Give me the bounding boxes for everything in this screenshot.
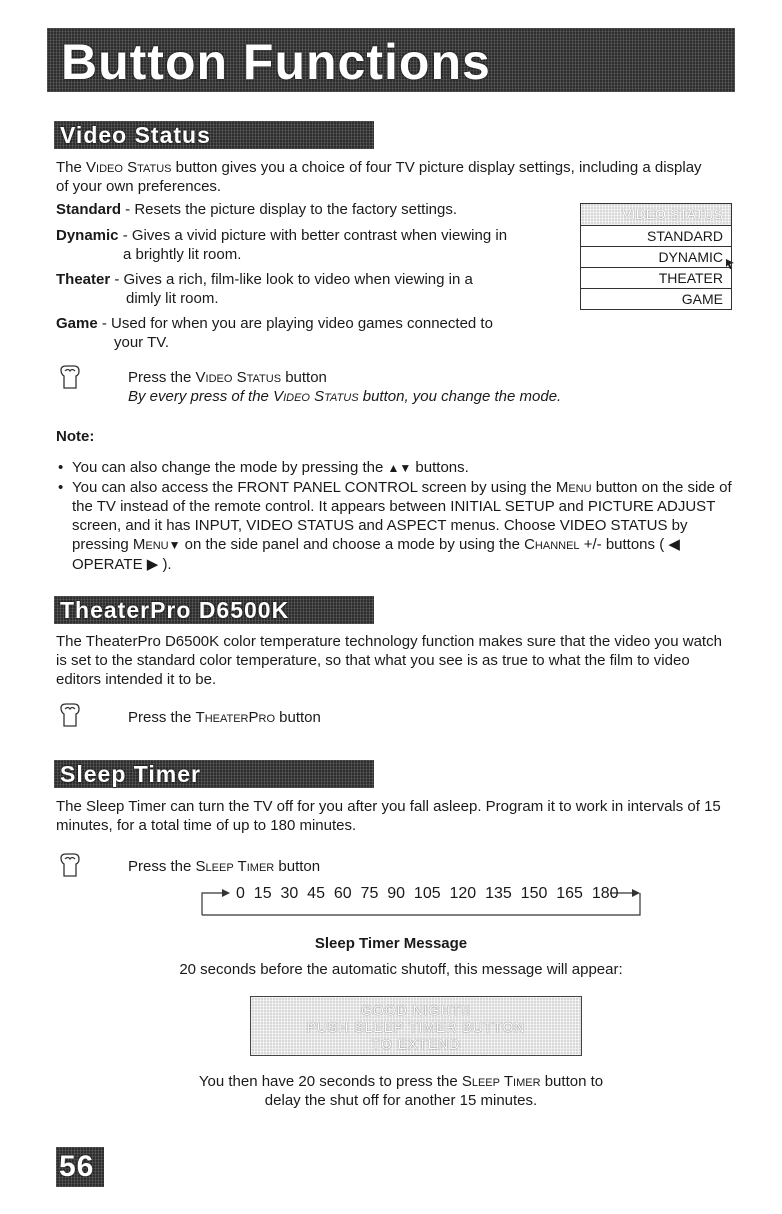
video-status-press-note <box>128 387 728 406</box>
mode-desc-cont: your TV. <box>114 334 170 351</box>
remote-hand-icon <box>58 852 82 878</box>
sleep-timer-message-heading: Sleep Timer Message <box>314 935 468 952</box>
text: on the side panel and choose a mode by using the <box>180 536 525 553</box>
menu-item-dynamic: DYNAMIC <box>581 246 731 267</box>
message-line: PUSH SLEEP TIMER BUTTON <box>306 1019 526 1035</box>
section-heading-text: TheaterPro D6500K <box>60 597 290 623</box>
section-heading-sleep-timer <box>54 760 374 788</box>
button-name: Menu <box>132 536 169 553</box>
menu-item-game: GAME <box>581 288 731 309</box>
video-status-intro <box>56 158 716 196</box>
mode-desc-cont: a brightly lit room. <box>123 246 242 263</box>
text: button <box>274 858 321 875</box>
message-line: GOOD NIGHT!! <box>361 1002 471 1018</box>
sleep-timer-body: The Sleep Timer can turn the TV off for you after you fall asleep. Program it to work in intervals of 15 minutes, for a total time of up to 180 minutes. <box>56 798 721 834</box>
good-night-message-box <box>250 996 582 1056</box>
section-heading-text: Sleep Timer <box>60 761 201 787</box>
down-arrow-icon: ▼ <box>168 538 181 552</box>
mode-theater <box>56 270 536 308</box>
text: button gives you a choice of four TV picture display settings, including a display of your own preferences. <box>56 159 702 195</box>
note-item <box>58 478 734 574</box>
text: By every press of the <box>128 388 274 405</box>
text: button <box>281 369 327 386</box>
theaterpro-body: The TheaterPro D6500K color temperature technology function makes sure that the video you watch is set to the standard color temperature, so that what you see is as true to what the film to video editors intended it to be. <box>56 633 722 688</box>
button-name: Sleep Timer <box>461 1073 541 1090</box>
mode-desc: - Gives a rich, film-like look to video when viewing in a <box>110 271 473 288</box>
outro-line-2: delay the shut off for another 15 minutes. <box>264 1092 538 1109</box>
button-name: Video Status <box>273 388 359 405</box>
text: The <box>56 159 87 176</box>
menu-title: VIDEO STATUS <box>581 204 731 225</box>
remote-hand-icon <box>58 702 82 728</box>
page-title-banner <box>47 28 735 92</box>
text: button to <box>540 1073 604 1090</box>
theaterpro-press <box>128 708 688 727</box>
section-heading-video-status <box>54 121 374 149</box>
cursor-arrow-icon <box>725 258 735 270</box>
note-item <box>58 458 734 478</box>
message-line: TO EXTEND <box>371 1036 461 1052</box>
menu-item-standard: STANDARD <box>581 225 731 246</box>
text: button <box>275 709 321 726</box>
section-heading-text: Video Status <box>60 122 211 148</box>
button-name: Menu <box>555 479 592 496</box>
text: button, you change the mode. <box>358 388 562 405</box>
button-name: Video Status <box>86 159 172 176</box>
text: Press the <box>128 709 196 726</box>
text: Press the <box>128 369 196 386</box>
mode-standard <box>56 200 536 219</box>
button-name: Video Status <box>195 369 282 386</box>
section-heading-theaterpro <box>54 596 374 624</box>
mode-name: Theater <box>56 271 111 288</box>
mode-desc: - Used for when you are playing video games connected to <box>97 315 493 332</box>
remote-hand-icon <box>58 364 82 390</box>
text: button on the side of the TV instead of the remote control. It appears between INITIAL SETUP and PICTURE ADJUST screen, and it has INPUT, VIDEO STATUS and ASPECT menus. Choose VIDEO STATUS by pressing <box>72 479 732 553</box>
text: buttons. <box>411 459 469 476</box>
page-number: 56 <box>59 1150 95 1183</box>
mode-name: Game <box>56 315 98 332</box>
up-down-arrows-icon: ▲▼ <box>387 461 412 475</box>
outro-line-1 <box>20 1072 782 1091</box>
note-label: Note: <box>56 428 95 445</box>
button-name: Channel <box>524 536 580 553</box>
mode-name: Standard <box>56 201 122 218</box>
mode-name: Dynamic <box>56 227 119 244</box>
sleep-timer-outro <box>0 1072 782 1110</box>
button-name: TheaterPro <box>195 709 275 726</box>
menu-item-theater: THEATER <box>581 267 731 288</box>
mode-desc: - Resets the picture display to the factory settings. <box>121 201 458 218</box>
sleep-timer-press <box>128 857 688 876</box>
video-status-press <box>128 368 688 387</box>
sleep-timer-message-intro: 20 seconds before the automatic shutoff, this message will appear: <box>179 961 623 978</box>
text: You then have 20 seconds to press the <box>198 1073 462 1090</box>
page-title: Button Functions <box>61 34 491 90</box>
note-list <box>58 458 734 574</box>
mode-dynamic <box>56 226 536 264</box>
text: Press the <box>128 858 196 875</box>
text: +/- buttons ( ◀ OPERATE ▶ ). <box>72 536 680 573</box>
mode-game <box>56 314 536 352</box>
mode-desc-cont: dimly lit room. <box>126 290 219 307</box>
text: You can also access the FRONT PANEL CONTROL screen by using the <box>72 479 556 496</box>
button-name: Sleep Timer <box>195 858 275 875</box>
timer-sequence: 0 15 30 45 60 75 90 105 120 135 150 165 180 <box>236 885 619 902</box>
video-status-menu <box>580 203 732 310</box>
mode-desc: - Gives a vivid picture with better contrast when viewing in <box>118 227 508 244</box>
page-number-box <box>56 1147 104 1187</box>
text: You can also change the mode by pressing the <box>72 459 388 476</box>
